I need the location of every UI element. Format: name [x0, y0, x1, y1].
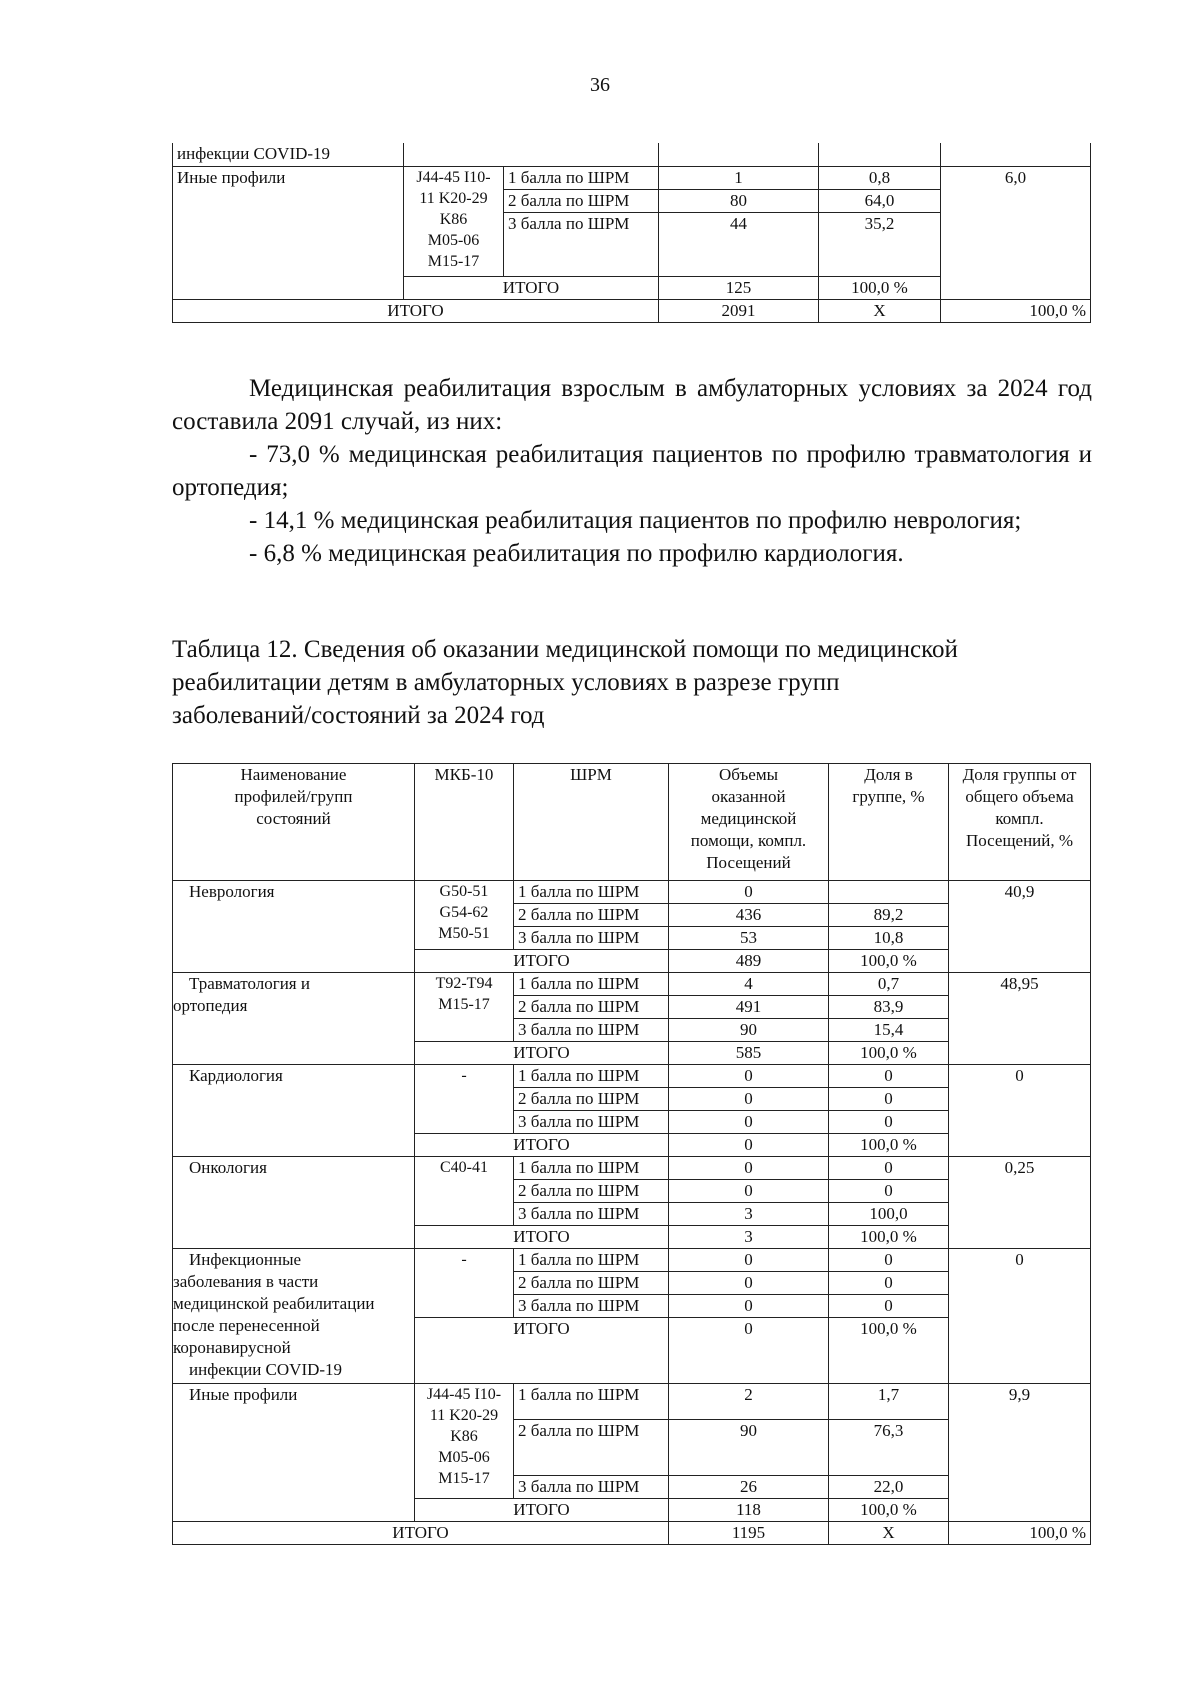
- header-group-share: Доля группы от общего объема компл. Посещений, %: [949, 764, 1091, 881]
- mkb-code: M15-17: [427, 252, 480, 270]
- total-label-cell: ИТОГО: [415, 950, 669, 973]
- total-volume-cell: 489: [669, 950, 829, 973]
- profile-name: медицинской реабилитации: [173, 1294, 375, 1313]
- volume-cell: 0: [669, 1088, 829, 1111]
- shrm-cell: 1 балла по ШРМ: [514, 1384, 669, 1420]
- group-share-cell: 40,9: [949, 881, 1091, 973]
- mkb-code: K86: [450, 1428, 478, 1445]
- adult-rehab-table-continuation: [172, 143, 1091, 323]
- header-share: Доля в группе, %: [829, 764, 949, 881]
- shrm-cell: 1 балла по ШРМ: [514, 1065, 669, 1088]
- profile-name-cell: [173, 143, 404, 166]
- mkb-codes: [415, 1384, 514, 1499]
- table-body: [173, 881, 1091, 1522]
- volume-cell: 4: [669, 973, 829, 996]
- volume-cell: 2: [669, 1384, 829, 1420]
- share-cell: 0: [829, 1088, 949, 1111]
- total-share-cell: 100,0 %: [819, 276, 941, 299]
- share-cell: 76,3: [829, 1420, 949, 1476]
- volume-cell: 44: [659, 212, 819, 276]
- table-row: [173, 973, 1091, 996]
- total-share-cell: 100,0 %: [829, 1499, 949, 1522]
- shrm-cell: 2 балла по ШРМ: [514, 904, 669, 927]
- share-cell: 0: [829, 1111, 949, 1134]
- grand-total-share: Х: [829, 1522, 949, 1545]
- share-cell: 22,0: [829, 1476, 949, 1499]
- volume-cell: 0: [669, 1111, 829, 1134]
- volume-cell: 26: [669, 1476, 829, 1499]
- shrm-cell: 3 балла по ШРМ: [504, 212, 659, 276]
- table-row: [173, 1065, 1091, 1088]
- mkb-code: 11 K20-29: [429, 1407, 499, 1424]
- grand-total-label: ИТОГО: [173, 299, 659, 322]
- grand-total-volume: 1195: [669, 1522, 829, 1545]
- share-cell: 0: [829, 1157, 949, 1180]
- shrm-cell: 2 балла по ШРМ: [514, 1272, 669, 1295]
- total-label-cell: ИТОГО: [415, 1318, 669, 1384]
- children-rehab-table: [172, 763, 1091, 1545]
- mkb-code: G50-51: [439, 883, 489, 900]
- total-label-cell: ИТОГО: [415, 1134, 669, 1157]
- profile-name: Кардиология: [189, 1066, 283, 1085]
- mkb-code: 11 K20-29: [419, 189, 488, 207]
- profile-name: Иные профили: [189, 1385, 298, 1404]
- profile-name: ортопедия: [173, 996, 248, 1015]
- header-volume: Объемы оказанной медицинской помощи, компл. Посещений: [669, 764, 829, 881]
- shrm-cell: 3 балла по ШРМ: [514, 1295, 669, 1318]
- profile-name-cell: [173, 1157, 415, 1249]
- volume-cell: 0: [669, 1295, 829, 1318]
- volume-cell: 0: [669, 1180, 829, 1203]
- total-label-cell: ИТОГО: [415, 1226, 669, 1249]
- mkb-code: T92-T94: [435, 975, 493, 992]
- page-number: 36: [590, 74, 610, 96]
- profile-name: после перенесенной: [173, 1316, 320, 1335]
- mkb-code: C40-41: [440, 1159, 488, 1176]
- total-volume-cell: 0: [669, 1134, 829, 1157]
- total-volume-cell: 585: [669, 1042, 829, 1065]
- total-volume-cell: 0: [669, 1318, 829, 1384]
- share-cell: 83,9: [829, 996, 949, 1019]
- share-cell: 1,7: [829, 1384, 949, 1420]
- table-row: [173, 1249, 1091, 1272]
- profile-name: Инфекционные: [189, 1250, 302, 1269]
- volume-cell: 90: [669, 1420, 829, 1476]
- shrm-cell: 1 балла по ШРМ: [514, 973, 669, 996]
- shrm-cell: 2 балла по ШРМ: [514, 1180, 669, 1203]
- mkb-code: G54-62: [439, 904, 489, 921]
- profile-name-cell: [173, 973, 415, 1065]
- total-label-cell: ИТОГО: [415, 1042, 669, 1065]
- share-cell: 0,8: [819, 166, 941, 189]
- total-volume-cell: 125: [659, 276, 819, 299]
- total-volume-cell: 118: [669, 1499, 829, 1522]
- total-label-cell: ИТОГО: [415, 1499, 669, 1522]
- volume-cell: 0: [669, 1157, 829, 1180]
- share-cell: 35,2: [819, 212, 941, 276]
- mkb-code: M05-06: [427, 231, 480, 249]
- paragraph: - 73,0 % медицинская реабилитация пациентов по профилю травматология и ортопедия;: [172, 441, 1093, 501]
- volume-cell: 80: [659, 189, 819, 212]
- profile-name-cell: [173, 881, 415, 973]
- group-share-cell: 9,9: [949, 1384, 1091, 1522]
- total-share-cell: 100,0 %: [829, 1042, 949, 1065]
- grand-total-volume: 2091: [659, 299, 819, 322]
- shrm-cell: 1 балла по ШРМ: [514, 881, 669, 904]
- table-row: [173, 881, 1091, 904]
- mkb-code: J44-45 I10-: [416, 168, 491, 186]
- mkb-code: K86: [439, 210, 468, 228]
- volume-cell: 0: [669, 881, 829, 904]
- volume-cell: 0: [669, 1065, 829, 1088]
- shrm-cell: 3 балла по ШРМ: [514, 1111, 669, 1134]
- share-cell: 0: [829, 1065, 949, 1088]
- profile-name: инфекции COVID-19: [189, 1360, 343, 1379]
- paragraph: - 14,1 % медицинская реабилитация пациентов по профилю неврология;: [249, 507, 1022, 534]
- table-row: [173, 1384, 1091, 1420]
- profile-name-cell: [173, 166, 404, 299]
- share-cell: 0: [829, 1249, 949, 1272]
- profile-name-cell: [173, 1384, 415, 1522]
- paragraph: - 6,8 % медицинская реабилитация по профилю кардиология.: [249, 540, 904, 567]
- share-cell: 100,0: [829, 1203, 949, 1226]
- mkb-codes: [415, 973, 514, 1042]
- header-mkb: МКБ-10: [415, 764, 514, 881]
- share-cell: [829, 881, 949, 904]
- volume-cell: 1: [659, 166, 819, 189]
- share-cell: 0,7: [829, 973, 949, 996]
- volume-cell: 3: [669, 1203, 829, 1226]
- shrm-cell: 1 балла по ШРМ: [504, 166, 659, 189]
- table-row: [173, 1157, 1091, 1180]
- volume-cell: 90: [669, 1019, 829, 1042]
- share-cell: 0: [829, 1295, 949, 1318]
- shrm-cell: 3 балла по ШРМ: [514, 927, 669, 950]
- shrm-cell: 2 балла по ШРМ: [514, 1420, 669, 1476]
- profile-name: Травматология и: [189, 974, 310, 993]
- grand-total-group-share: 100,0 %: [949, 1522, 1091, 1545]
- total-volume-cell: 3: [669, 1226, 829, 1249]
- mkb-code: M50-51: [438, 925, 490, 942]
- header-profile: Наименование профилей/групп состояний: [173, 764, 415, 881]
- share-cell: 10,8: [829, 927, 949, 950]
- grand-total-share: Х: [819, 299, 941, 322]
- shrm-cell: 2 балла по ШРМ: [504, 189, 659, 212]
- mkb-code: -: [461, 1067, 467, 1084]
- share-cell: 15,4: [829, 1019, 949, 1042]
- shrm-cell: 2 балла по ШРМ: [514, 1088, 669, 1111]
- profile-name: заболевания в части: [173, 1272, 319, 1291]
- group-share-cell: 0,25: [949, 1157, 1091, 1249]
- share-cell: 0: [829, 1272, 949, 1295]
- volume-cell: 0: [669, 1249, 829, 1272]
- grand-total-group-share: 100,0 %: [941, 299, 1091, 322]
- profile-name: Неврология: [189, 882, 275, 901]
- mkb-code: M05-06: [438, 1449, 490, 1466]
- paragraph: Медицинская реабилитация взрослым в амбулаторных условиях за 2024 год составила 2091 случай, из них:: [172, 375, 1093, 435]
- shrm-cell: 2 балла по ШРМ: [514, 996, 669, 1019]
- share-cell: 64,0: [819, 189, 941, 212]
- mkb-codes: [415, 1065, 514, 1134]
- mkb-codes: [415, 1157, 514, 1226]
- profile-name-cell: [173, 1065, 415, 1157]
- profile-name: инфекции COVID-19: [177, 144, 331, 163]
- mkb-code: J44-45 I10-: [426, 1386, 502, 1403]
- volume-cell: 53: [669, 927, 829, 950]
- table-caption: Таблица 12. Сведения об оказании медицинской помощи по медицинской реабилитации детям в амбулаторных условиях в разрезе групп заболеваний/состояний за 2024 год: [172, 636, 958, 729]
- total-share-cell: 100,0 %: [829, 950, 949, 973]
- profile-name-cell: [173, 1249, 415, 1384]
- shrm-cell: 1 балла по ШРМ: [514, 1249, 669, 1272]
- total-label-cell: ИТОГО: [404, 276, 659, 299]
- total-share-cell: 100,0 %: [829, 1134, 949, 1157]
- mkb-codes: [404, 166, 504, 276]
- shrm-cell: 3 балла по ШРМ: [514, 1019, 669, 1042]
- mkb-codes: [415, 881, 514, 950]
- volume-cell: 0: [669, 1272, 829, 1295]
- share-cell: 0: [829, 1180, 949, 1203]
- mkb-code: -: [461, 1251, 467, 1268]
- header-shrm: ШРМ: [514, 764, 669, 881]
- total-share-cell: 100,0 %: [829, 1226, 949, 1249]
- group-share-cell: 6,0: [941, 166, 1091, 299]
- profile-name: Онкология: [189, 1158, 267, 1177]
- share-cell: 89,2: [829, 904, 949, 927]
- volume-cell: 491: [669, 996, 829, 1019]
- group-share-cell: 0: [949, 1249, 1091, 1384]
- summary-text: [172, 372, 1092, 570]
- volume-cell: 436: [669, 904, 829, 927]
- profile-name: Иные профили: [177, 167, 286, 187]
- mkb-code: M15-17: [438, 1470, 490, 1487]
- group-share-cell: 48,95: [949, 973, 1091, 1065]
- shrm-cell: 3 балла по ШРМ: [514, 1203, 669, 1226]
- total-share-cell: 100,0 %: [829, 1318, 949, 1384]
- profile-name: коронавирусной: [173, 1338, 291, 1357]
- grand-total-label: ИТОГО: [173, 1522, 669, 1545]
- shrm-cell: 3 балла по ШРМ: [514, 1476, 669, 1499]
- mkb-code: M15-17: [438, 996, 490, 1013]
- shrm-cell: 1 балла по ШРМ: [514, 1157, 669, 1180]
- group-share-cell: 0: [949, 1065, 1091, 1157]
- mkb-codes: [415, 1249, 514, 1318]
